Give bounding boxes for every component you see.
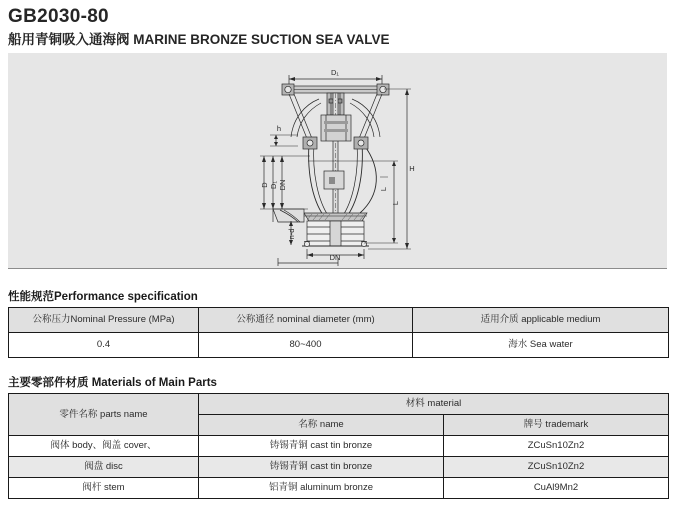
dim-label-d1-side: D₁ xyxy=(269,181,278,189)
dim-label-h: H xyxy=(409,164,415,173)
table-row xyxy=(9,478,669,499)
dim-label-l-upper: L xyxy=(379,186,388,192)
col-nominal-diameter: 公称通径 nominal diameter (mm) xyxy=(199,308,413,333)
title-block xyxy=(8,6,668,49)
dim-label-l: L xyxy=(391,200,400,206)
table-header-row xyxy=(9,308,669,333)
part-name: 阀杆 stem xyxy=(9,478,199,499)
dim-label-n-d: n-d xyxy=(287,228,296,240)
dim-label-d1-top: D₁ xyxy=(331,68,339,77)
col-parts-name: 零件名称 parts name xyxy=(9,394,199,436)
value-nominal-pressure: 0.4 xyxy=(9,333,199,358)
part-name: 阀体 body、阀盖 cover、 xyxy=(9,436,199,457)
standard-code: GB2030-80 xyxy=(8,6,109,27)
table-row xyxy=(9,457,669,478)
col-nominal-pressure: 公称压力Nominal Pressure (MPa) xyxy=(9,308,199,333)
col-material-name: 名称 name xyxy=(199,415,444,436)
material-trademark: CuAl9Mn2 xyxy=(444,478,669,499)
performance-specification-heading: 性能规范Performance specification xyxy=(8,291,198,303)
dim-label-d: D xyxy=(260,182,269,188)
performance-specification-table xyxy=(8,307,669,358)
valve-technical-drawing xyxy=(8,53,667,267)
value-applicable-medium: 海水 Sea water xyxy=(413,333,669,358)
col-trademark: 牌号 trademark xyxy=(444,415,669,436)
table-row xyxy=(9,436,669,457)
value-nominal-diameter: 80~400 xyxy=(199,333,413,358)
material-trademark: ZCuSn10Zn2 xyxy=(444,436,669,457)
materials-table xyxy=(8,393,669,499)
material-name: 铸锡青铜 cast tin bronze xyxy=(199,436,444,457)
material-name: 铝青铜 aluminum bronze xyxy=(199,478,444,499)
material-trademark: ZCuSn10Zn2 xyxy=(444,457,669,478)
dim-label-dn-bore: DN xyxy=(278,179,287,191)
col-applicable-medium: 适用介质 applicable medium xyxy=(413,308,669,333)
material-name: 铸锡青铜 cast tin bronze xyxy=(199,457,444,478)
dim-label-h-small: h xyxy=(276,124,282,133)
product-title: 船用青铜吸入通海阀 MARINE BRONZE SUCTION SEA VALVE xyxy=(8,32,390,47)
table-header-row-top xyxy=(9,394,669,415)
part-name: 阀盘 disc xyxy=(9,457,199,478)
col-material-group: 材料 material xyxy=(199,394,669,415)
valve-drawing-panel xyxy=(8,53,667,269)
dim-label-dn-flange: DN xyxy=(329,253,341,262)
table-row xyxy=(9,333,669,358)
materials-heading: 主要零部件材质 Materials of Main Parts xyxy=(8,377,217,389)
